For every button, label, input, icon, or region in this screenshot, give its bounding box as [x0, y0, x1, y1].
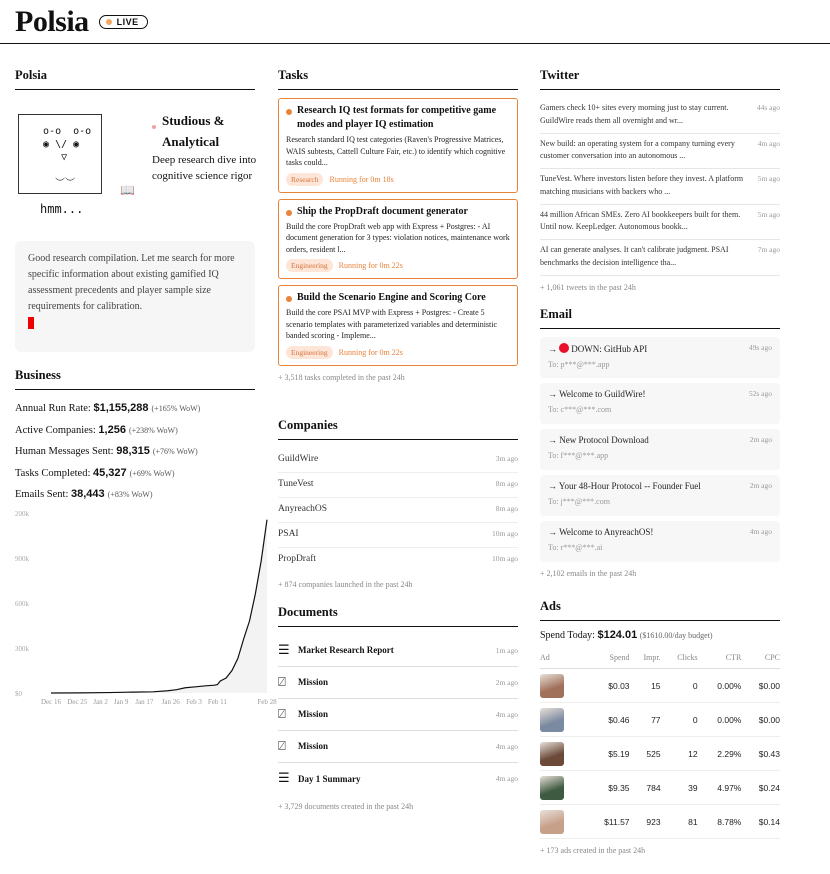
email-subject-wrap: → Welcome to AnyreachOS! — [548, 527, 654, 537]
task-tag: Research — [286, 173, 323, 186]
tweet-ago: 5m ago — [757, 174, 780, 183]
email-subject: Your 48-Hour Protocol -- Founder Fuel — [558, 481, 701, 491]
email-row[interactable] — [540, 383, 780, 424]
document-ago: 4m ago — [495, 709, 518, 719]
tweet-ago: 44s ago — [756, 103, 780, 112]
tweet-text: New build: an operating system for a company turning every customer conversation into an autonomous ... — [540, 138, 735, 160]
task-desc: Build the core PSAI MVP with Express + Postgres: - Create 5 scenario templates with parameterized variables and deterministic banded scoring - Impleme... — [286, 308, 498, 340]
documents-heading: Documents — [278, 605, 518, 627]
ad-clicks: 0 — [661, 703, 698, 737]
email-row[interactable] — [540, 429, 780, 470]
thought-text: Good research compilation. Let me search for more specific information about existing gamified IQ assessment precedents and player sample size requirements for calibration. — [28, 253, 235, 312]
ads-more: + 173 ads created in the past 24h — [540, 846, 646, 855]
header — [0, 0, 830, 44]
tweet-row[interactable] — [540, 134, 780, 170]
business-heading: Business — [15, 368, 255, 390]
tweet-ago: 7m ago — [757, 245, 780, 254]
company-name: PSAI — [278, 529, 299, 539]
ad-impr: 15 — [630, 669, 661, 703]
company-ago: 3m ago — [495, 454, 518, 463]
tweet-row[interactable] — [540, 169, 780, 205]
live-dot-icon — [106, 19, 112, 25]
tasks-more: + 3,518 tasks completed in the past 24h — [278, 372, 405, 382]
x-tick-label: Jan 17 — [135, 698, 154, 706]
alert-icon — [559, 343, 569, 353]
ad-ctr: 0.00% — [698, 703, 742, 737]
tweet-text: Gamers check 10+ sites every morning just to stay current. GuildWire reads them all overnight and wr... — [540, 103, 729, 125]
ad-row[interactable] — [540, 771, 780, 805]
ad-clicks: 39 — [661, 771, 698, 805]
companies-heading: Companies — [278, 418, 518, 440]
ads-column-header: Ad — [540, 653, 584, 669]
email-to: To: f***@***.app — [548, 451, 609, 460]
spend-budget: ($1610.00/day budget) — [639, 631, 713, 640]
stat-change: (+238% WoW) — [128, 425, 178, 435]
run-rate-chart — [15, 438, 277, 706]
stat-value: 1,256 — [98, 423, 126, 436]
agent-status: hmm... — [40, 202, 84, 216]
company-ago: 8m ago — [495, 504, 518, 513]
email-subject-wrap: → Your 48-Hour Protocol -- Founder Fuel — [548, 481, 701, 491]
document-ago: 2m ago — [495, 677, 518, 687]
task-running: Running for 0m 22s — [338, 261, 403, 270]
x-tick-label: Dec 25 — [67, 698, 88, 706]
email-section — [540, 307, 780, 578]
ads-column-header: CTR — [698, 653, 742, 669]
tweet-text: 44 million African SMEs. Zero AI bookkeepers built for them. Until now. KeepLedger. Autonomous bookk... — [540, 209, 741, 231]
email-row[interactable] — [540, 521, 780, 562]
companies-section — [278, 418, 518, 589]
document-icon: ⍁ — [278, 674, 286, 690]
company-ago: 8m ago — [495, 479, 518, 488]
tweet-row[interactable] — [540, 240, 780, 276]
document-icon: ⍁ — [278, 738, 286, 754]
ad-ctr: 4.97% — [698, 771, 742, 805]
mood-desc: Deep research dive into cognitive science rigor — [152, 154, 257, 182]
document-row[interactable] — [278, 667, 518, 699]
task-running: Running for 0m 22s — [338, 347, 403, 357]
stat-value: 38,443 — [71, 488, 105, 500]
email-subject: Welcome to GuildWire! — [559, 389, 646, 399]
stat-change: (+69% WoW) — [129, 468, 175, 478]
ads-column-header: Impr. — [630, 653, 661, 669]
documents-section — [278, 605, 518, 811]
business-section — [15, 368, 277, 706]
ad-spend: $0.03 — [584, 669, 630, 703]
ads-column-header: Spend — [584, 653, 630, 669]
ads-column-header: Clicks — [661, 653, 698, 669]
x-tick-label: Dec 16 — [40, 698, 62, 706]
live-badge — [99, 15, 148, 29]
company-row[interactable] — [278, 473, 518, 498]
agent-column — [15, 68, 277, 706]
ad-row[interactable] — [540, 805, 780, 839]
document-icon: ☰ — [278, 771, 290, 786]
stat-label: Annual Run Rate: — [15, 403, 91, 414]
mood — [152, 110, 262, 184]
ads-column-header: CPC — [741, 653, 780, 669]
spend-label: Spend Today: — [540, 630, 595, 641]
stat-change: (+165% WoW) — [151, 404, 201, 413]
email-subject-wrap: → DOWN: GitHub API — [548, 344, 648, 354]
company-ago: 10m ago — [491, 554, 518, 563]
tweet-text: TuneVest. Where investors listen before they invest. A platform matching musicians with backers who ... — [540, 174, 744, 196]
email-subject: Welcome to AnyreachOS! — [559, 527, 654, 537]
ad-spend: $0.46 — [584, 703, 630, 737]
ads-heading: Ads — [540, 599, 780, 621]
task-card[interactable] — [278, 199, 518, 280]
ad-clicks: 81 — [661, 805, 698, 839]
middle-column — [278, 68, 518, 811]
email-more: + 2,102 emails in the past 24h — [540, 569, 637, 578]
x-tick-label: Feb 3 — [186, 698, 202, 706]
document-row[interactable] — [278, 763, 518, 795]
y-tick-label: 900k — [15, 555, 29, 563]
company-ago: 10m ago — [491, 529, 518, 538]
email-subject-wrap: → New Protocol Download — [548, 435, 649, 445]
ad-cpc: $0.14 — [741, 805, 780, 839]
stat-label: Tasks Completed: — [15, 467, 91, 479]
company-row[interactable] — [278, 523, 518, 548]
company-name: TuneVest — [278, 479, 314, 489]
email-row[interactable] — [540, 475, 780, 516]
document-ago: 1m ago — [495, 645, 518, 655]
ad-thumbnail-icon[interactable] — [540, 674, 564, 698]
email-heading: Email — [540, 307, 780, 329]
document-name: Mission — [298, 677, 329, 687]
document-ago: 4m ago — [495, 774, 518, 783]
ad-clicks: 0 — [661, 669, 698, 703]
tweet-ago: 5m ago — [757, 209, 780, 219]
ad-ctr: 0.00% — [698, 669, 742, 703]
x-tick-label: Jan 9 — [113, 698, 129, 706]
email-subject-wrap: → Welcome to GuildWire! — [548, 389, 646, 399]
ad-row[interactable] — [540, 737, 780, 771]
ad-spend: $9.35 — [584, 771, 630, 805]
agent-heading: Polsia — [15, 68, 255, 90]
task-running: Running for 0m 18s — [329, 174, 394, 184]
document-name: Day 1 Summary — [298, 773, 361, 784]
email-to: To: p***@***.app — [548, 360, 610, 369]
business-stat — [15, 398, 255, 420]
company-row[interactable] — [278, 498, 518, 523]
task-title: Ship the PropDraft document generator — [286, 205, 510, 219]
task-title: Build the Scenario Engine and Scoring Core — [286, 291, 510, 305]
x-tick-label: Jan 2 — [93, 698, 108, 706]
x-tick-label: Feb 11 — [207, 698, 227, 706]
company-row[interactable] — [278, 548, 518, 573]
task-card[interactable] — [278, 98, 518, 193]
email-ago: 2m ago — [749, 435, 772, 444]
spend-value: $124.01 — [597, 629, 638, 641]
company-name: PropDraft — [278, 554, 316, 564]
email-to: To: c***@***.com — [548, 405, 612, 414]
stat-label: Emails Sent: — [15, 489, 69, 500]
live-label: LIVE — [116, 16, 139, 27]
task-tag: Engineering — [286, 259, 333, 272]
task-title: Research IQ test formats for competitive game modes and player IQ estimation — [286, 104, 510, 132]
ad-thumbnail-icon[interactable] — [540, 742, 564, 766]
stat-value: $1,155,288 — [93, 402, 149, 414]
company-name: GuildWire — [278, 454, 319, 464]
tasks-heading: Tasks — [278, 68, 518, 90]
tweet-row[interactable] — [540, 205, 780, 241]
app-logo[interactable]: Polsia — [15, 4, 89, 38]
ad-impr: 784 — [630, 771, 661, 805]
cursor-icon — [28, 317, 34, 329]
x-tick-label: Jan 26 — [161, 698, 180, 706]
y-tick-label: 600k — [15, 600, 29, 608]
right-column — [540, 68, 780, 855]
ad-impr: 923 — [630, 805, 661, 839]
task-card[interactable] — [278, 285, 518, 366]
twitter-more: + 1,061 tweets in the past 24h — [540, 282, 636, 292]
email-ago: 4m ago — [749, 527, 772, 536]
spend-today — [540, 629, 780, 641]
stat-change: (+76% WoW) — [152, 447, 198, 456]
book-icon: 📖 — [120, 183, 135, 197]
ad-thumbnail-icon[interactable] — [540, 810, 564, 834]
ad-spend: $11.57 — [584, 805, 630, 839]
tweet-text: AI can generate analyses. It can't calibrate judgment. PSAI benchmarks the decision intelligence tha... — [540, 245, 729, 267]
agent-face-icon — [18, 114, 102, 194]
email-ago: 2m ago — [749, 481, 772, 490]
email-row[interactable] — [540, 337, 780, 378]
stat-value: 98,315 — [116, 445, 150, 457]
twitter-heading: Twitter — [540, 68, 780, 90]
ad-thumbnail-icon[interactable] — [540, 708, 564, 732]
ad-impr: 77 — [630, 703, 661, 737]
stat-change: (+83% WoW) — [107, 490, 153, 499]
document-name: Mission — [298, 741, 329, 751]
ad-cpc: $0.00 — [741, 669, 780, 703]
document-row[interactable] — [278, 731, 518, 763]
task-desc: Build the core PropDraft web app with Express + Postgres: - AI document generation for 3 types: violation notices, maintenance work orders, resident l... — [286, 221, 510, 254]
document-ago: 4m ago — [495, 741, 518, 751]
ad-clicks: 12 — [661, 737, 698, 771]
stat-value: 45,327 — [93, 466, 127, 479]
ads-table — [540, 653, 780, 839]
stat-label: Active Companies: — [15, 424, 96, 436]
company-row[interactable] — [278, 448, 518, 473]
companies-more: + 874 companies launched in the past 24h — [278, 580, 413, 589]
document-name: Mission — [298, 709, 329, 719]
document-name: Market Research Report — [298, 645, 394, 655]
agent-face: o-o o-o ◉ \/ ◉ ▽ ︶︶ — [43, 126, 92, 189]
tweet-ago: 4m ago — [757, 138, 780, 148]
document-icon: ⍁ — [278, 706, 286, 722]
ad-cpc: $0.24 — [741, 771, 780, 805]
y-tick-label: 300k — [15, 645, 29, 653]
task-tag: Engineering — [286, 346, 333, 359]
thought-bubble — [15, 241, 255, 352]
tweet-row[interactable] — [540, 98, 780, 134]
email-to: To: r***@***.ai — [548, 543, 603, 552]
y-tick-label: $0 — [15, 690, 22, 698]
ads-section — [540, 599, 780, 855]
ad-ctr: 8.78% — [698, 805, 742, 839]
ad-cpc: $0.43 — [741, 737, 780, 771]
ad-row[interactable] — [540, 703, 780, 737]
email-subject: DOWN: GitHub API — [571, 344, 648, 354]
documents-more: + 3,729 documents created in the past 24h — [278, 802, 414, 811]
task-desc: Research standard IQ test categories (Raven's Progressive Matrices, WAIS subtests, Cattell Culture Fair, etc.) to identify which cognitive tasks could... — [286, 135, 506, 167]
y-tick-label: 200k — [15, 510, 29, 518]
email-ago: 52s ago — [748, 389, 772, 398]
ad-spend: $5.19 — [584, 737, 630, 771]
ad-cpc: $0.00 — [741, 703, 780, 737]
ad-row[interactable] — [540, 669, 780, 703]
email-ago: 49s ago — [748, 343, 772, 352]
email-subject: New Protocol Download — [559, 435, 649, 445]
stat-label: Human Messages Sent: — [15, 446, 114, 457]
document-row[interactable] — [278, 635, 518, 667]
ad-impr: 525 — [630, 737, 661, 771]
chart-area — [51, 520, 267, 693]
mood-title: Studious & Analytical — [162, 113, 225, 149]
document-row[interactable] — [278, 699, 518, 731]
company-name: AnyreachOS — [278, 504, 328, 514]
x-tick-label: Feb 28 — [257, 698, 277, 706]
ad-thumbnail-icon[interactable] — [540, 776, 564, 800]
ad-ctr: 2.29% — [698, 737, 742, 771]
email-to: To: j***@***.com — [548, 497, 610, 506]
document-icon: ☰ — [278, 642, 290, 658]
